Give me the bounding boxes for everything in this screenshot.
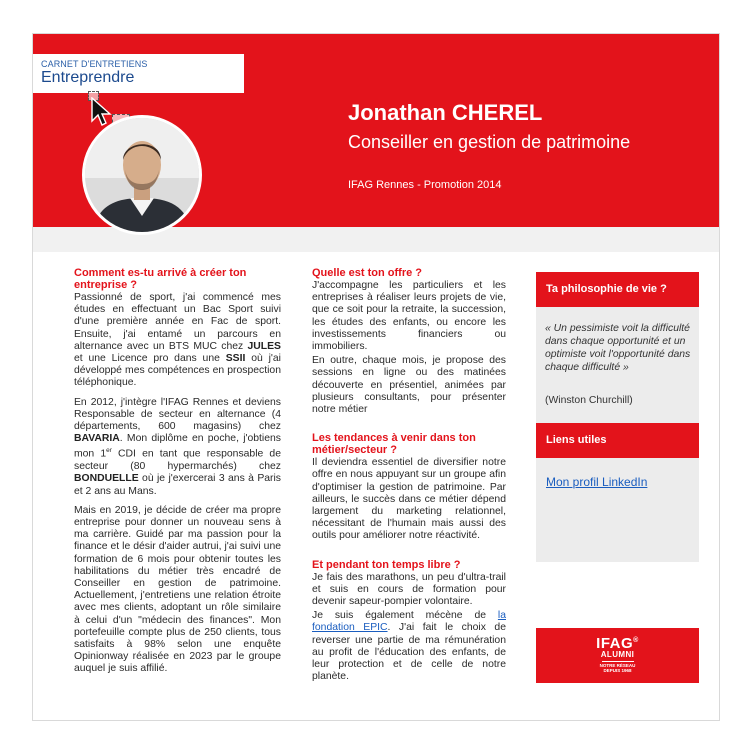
- page: [32, 33, 720, 721]
- column-left: [74, 267, 281, 683]
- philosophy-heading: Ta philosophie de vie ?: [536, 272, 699, 307]
- answer-paragraph: Mais en 2019, je décide de créer ma propre entreprise pour donner un nouveau sens à ma carrière. Guidé par ma passion pour la finance et le désir d'aider autrui, j'ai suivi une formation de 6 mois pour obtenir toutes les habilitations du métier très encadré de Conseiller en gestion de patrimoine. Actuellement, j'entretiens une relation étroite avec mes clients, adoptant un rôle similaire à celui d'un "médecin des finances". Mon portefeuille compte plus de 250 clients, tous satisfaits à 98% selon une enquête Opinionway réalisée en 2023 par le groupe auquel je suis affilié.: [74, 504, 281, 675]
- linkedin-profile-link[interactable]: Mon profil LinkedIn: [546, 475, 648, 489]
- question-heading: Les tendances à venir dans ton métier/secteur ?: [312, 432, 476, 457]
- ifag-alumni-logo: IFAG® ALUMNI NOTRE RÉSEAU DEPUIS 1968: [536, 628, 699, 683]
- answer-paragraph: Je suis également mécène de la fondation EPIC. J'ai fait le choix de reverser une partie de ma rémunération au profit de l'éducation des enfants, de leur protection et de celle de notre planète.: [312, 610, 506, 683]
- philosophy-quote: « Un pessimiste voit la difficulté dans chaque opportunité et un optimiste voit l'opportunité dans chaque difficulté »: [545, 323, 691, 373]
- sidebar-panel: [536, 272, 699, 562]
- quote-author: (Winston Churchill): [545, 395, 633, 406]
- mouse-pointer-icon: [91, 97, 113, 127]
- answer-paragraph: Je fais des marathons, un peu d'ultra-trail et suis en cours de formation pour devenir sapeur-pompier volontaire.: [312, 571, 506, 608]
- carnet-title: Entreprendre: [41, 69, 135, 86]
- carnet-label[interactable]: [33, 54, 244, 93]
- question-heading: Comment es-tu arrivé à créer ton entreprise ?: [74, 267, 247, 291]
- school-promotion: IFAG Rennes - Promotion 2014: [348, 179, 502, 191]
- fondation-epic-link[interactable]: la fondation EPIC: [312, 610, 506, 634]
- question-heading: Et pendant ton temps libre ?: [312, 558, 461, 571]
- carnet-kicker: CARNET D'ENTRETIENS: [41, 59, 148, 69]
- answer-paragraph: Il deviendra essentiel de diversifier notre offre en nous appuyant sur un groupe afin d'optimiser la gestion de patrimoine. Par ailleurs, le succès dans ce métier dépend largement du marketing relationnel, nécessitant de l'humain mais aussi des outils pour améliorer notre réactivité.: [312, 457, 506, 542]
- portrait-illustration: [85, 118, 199, 232]
- answer-paragraph: En 2012, j'intègre l'IFAG Rennes et deviens Responsable de secteur en alternance (4 départements, 600 magasins) chez BAVARIA. Mon diplôme en poche, j'obtiens mon 1er CDI en tant que responsable de secteur (80 hypermarchés) chez BONDUELLE où je j'exercerai 3 ans à Paris et 2 ans au Mans.: [74, 396, 281, 497]
- answer-paragraph: J'accompagne les particuliers et les entreprises à réaliser leurs projets de vie, que ce soit pour la retraite, la succession, les études des enfants, ou encore les investissements financiers ou immobiliers.: [312, 280, 506, 353]
- answer-paragraph: Passionné de sport, j'ai commencé mes études en effectuant un Bac Sport suivi d'une première année en Fac de sport. Ensuite, j'ai entamé un parcours en alternance avec un BTS MUC chez JULES et une Licence pro dans une SSII où j'ai développé mes compétences en prospection téléphonique.: [74, 292, 281, 389]
- useful-links-heading: Liens utiles: [536, 423, 699, 458]
- profile-photo: [82, 115, 202, 235]
- person-name: Jonathan CHEREL: [348, 100, 543, 125]
- person-role: Conseiller en gestion de patrimoine: [348, 132, 631, 152]
- question-heading: Quelle est ton offre ?: [312, 267, 423, 279]
- answer-paragraph: En outre, chaque mois, je propose des sessions en ligne ou des matinées découverte en présentiel, animées par plusieurs consultants, pour présenter notre métier: [312, 355, 506, 416]
- column-middle: [312, 267, 506, 690]
